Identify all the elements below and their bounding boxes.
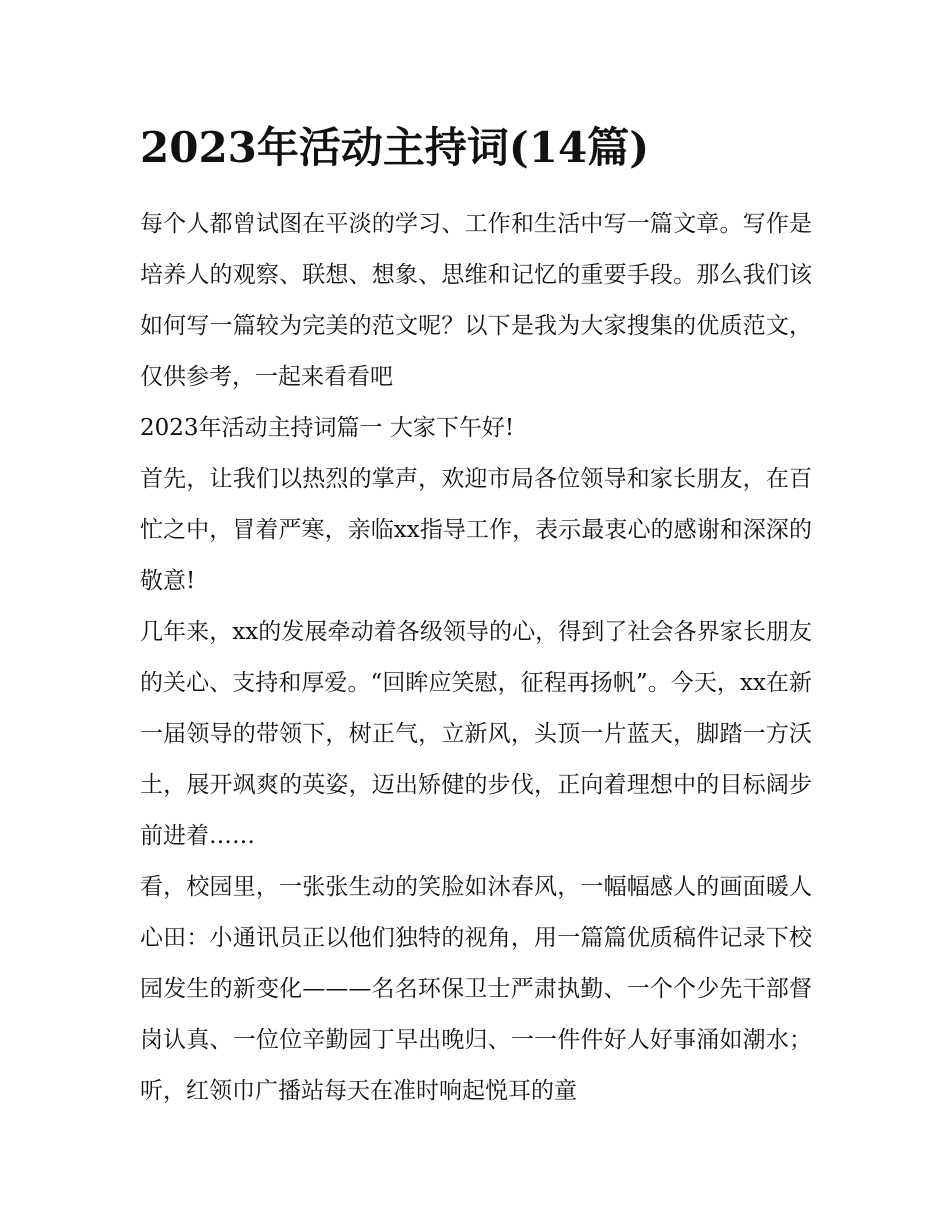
section-heading-paragraph: 2023年活动主持词篇一 大家下午好! [140,415,515,441]
intro-paragraph: 每个人都曾试图在平淡的学习、工作和生活中写一篇文章。写作是培养人的观察、联想、想象、思维和记忆的重要手段。那么我们该如何写一篇较为完美的范文呢？以下是我为大家搜集的优质范文，仅供参考，一起来看看吧 [140,211,812,390]
document-body [140,199,812,1117]
campus-paragraph: 看，校园里，一张张生动的笑脸如沐春风，一幅幅感人的画面暖人心田：小通讯员正以他们独特的视角，用一篇篇优质稿件记录下校园发生的新变化———名名环保卫士严肃执勤、一个个少先干部督岗认真、一位位辛勤园丁早出晚归、一一件件好人好事涌如潮水；听，红领巾广播站每天在准时响起悦耳的童 [140,874,812,1104]
welcome-paragraph: 首先，让我们以热烈的掌声，欢迎市局各位领导和家长朋友，在百忙之中，冒着严寒，亲临xx指导工作，表示最衷心的感谢和深深的敬意! [140,466,812,594]
development-paragraph: 几年来，xx的发展牵动着各级领导的心，得到了社会各界家长朋友的关心、支持和厚爱。“回眸应笑慰，征程再扬帆”。今天，xx在新一届领导的带领下，树正气，立新风，头顶一片蓝天，脚踏一方沃土，展开飒爽的英姿，迈出矫健的步伐，正向着理想中的目标阔步前进着…… [140,619,812,849]
document-title: 2023年活动主持词(14篇) [140,123,650,172]
